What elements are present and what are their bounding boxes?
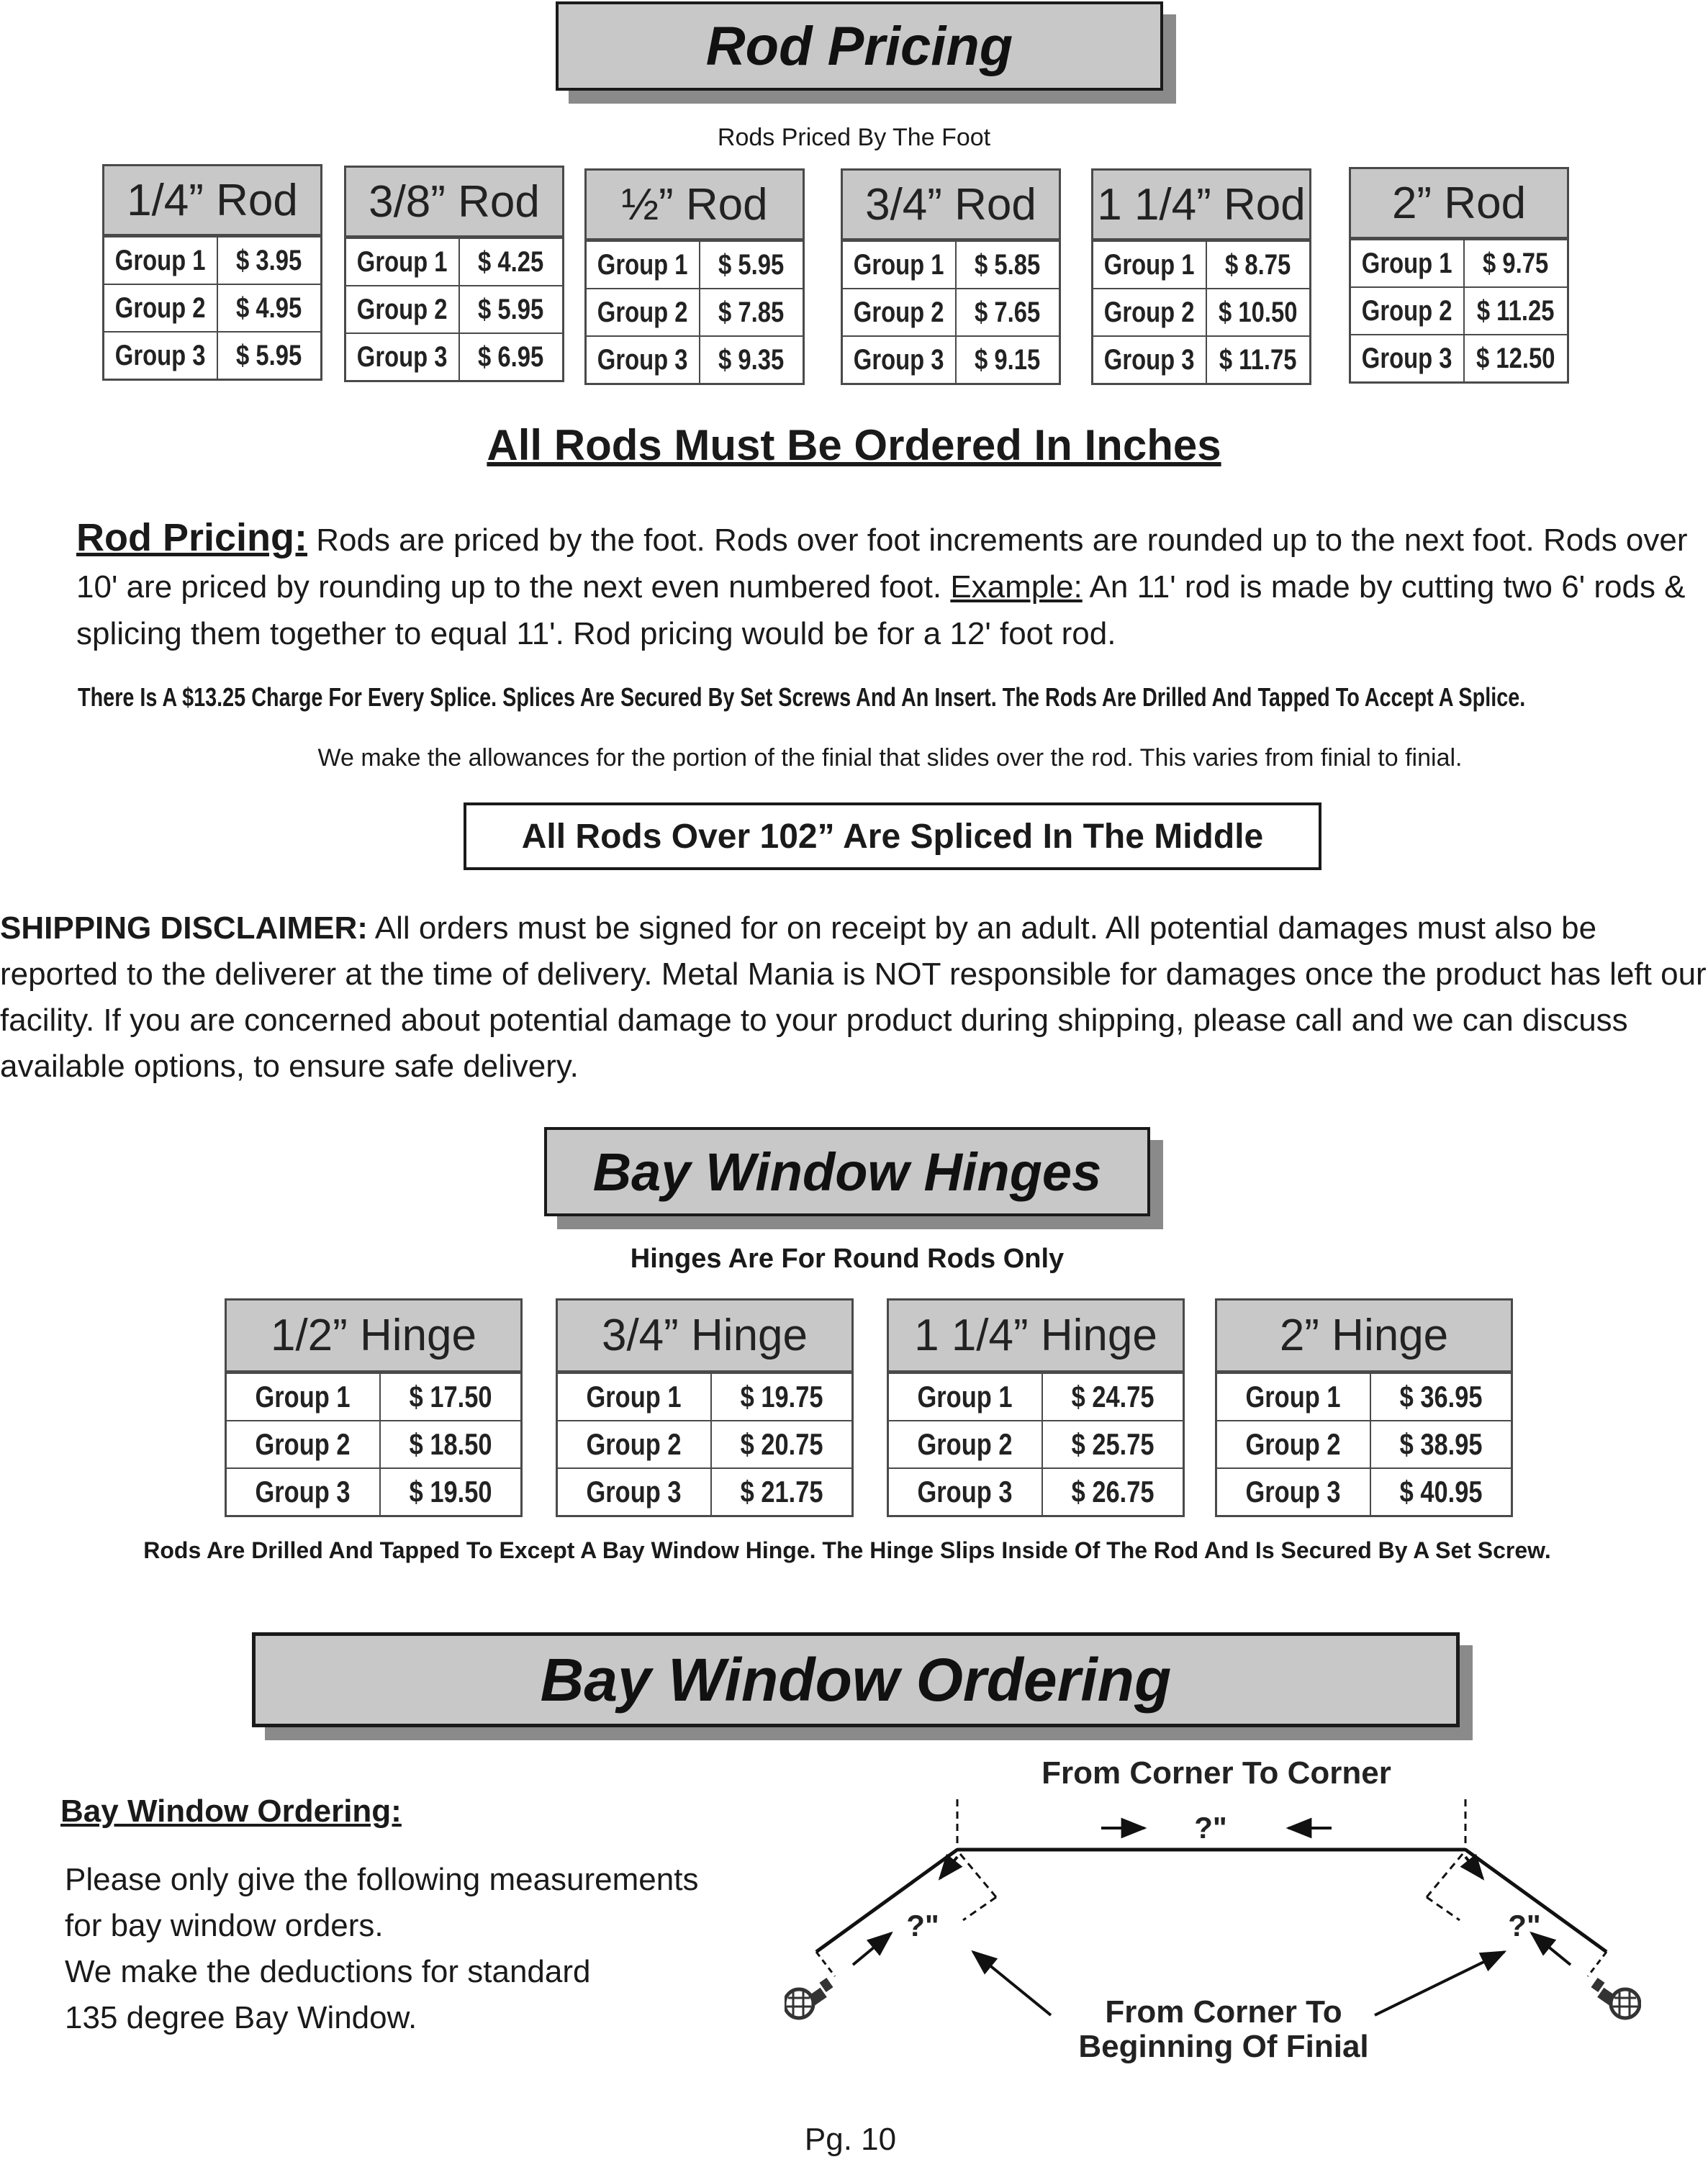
finial-label-line-1: From Corner To <box>1105 1994 1342 2030</box>
price-value: $ 6.95 <box>478 340 544 373</box>
price-row <box>558 1372 851 1420</box>
rod-card-4 <box>841 168 1061 385</box>
price-value: $ 4.95 <box>236 291 302 324</box>
rod-subtitle: Rods Priced By The Foot <box>717 124 991 151</box>
shipping-disclaimer <box>0 905 1708 1090</box>
inches-heading: All Rods Must Be Ordered In Inches <box>487 421 1221 469</box>
price-value: $ 19.50 <box>409 1475 492 1509</box>
hinge-card-4 <box>1215 1298 1513 1517</box>
price-row <box>104 236 320 284</box>
price-row <box>843 335 1059 383</box>
card-size-label: 3/8” Rod <box>346 168 562 238</box>
bay-window-diagram <box>785 1756 1641 2073</box>
group-label: Group 1 <box>1245 1380 1342 1414</box>
rod-card-6 <box>1349 167 1569 384</box>
price-value: $ 18.50 <box>409 1427 492 1461</box>
bay-instruction-line: 135 degree Bay Window. <box>65 2000 417 2035</box>
left-finial-icon <box>785 1978 833 2018</box>
hinge-note: Rods Are Drilled And Tapped To Except A Bay Window Hinge. The Hinge Slips Inside Of The Rod And Is Secured By A Set Screw. <box>143 1537 1551 1563</box>
price-row <box>889 1467 1183 1515</box>
price-row <box>1217 1420 1511 1467</box>
price-value: $ 36.95 <box>1399 1380 1483 1414</box>
rod-card-5 <box>1091 168 1311 385</box>
hinges-title: Bay Window Hinges <box>592 1141 1102 1202</box>
card-size-label: 1 1/4” Hinge <box>889 1301 1183 1372</box>
finial-label-line-2: Beginning Of Finial <box>1078 2029 1369 2064</box>
card-size-label: 1/2” Hinge <box>227 1301 520 1372</box>
price-value: $ 5.95 <box>718 248 785 281</box>
group-label: Group 2 <box>597 296 688 328</box>
price-value: $ 25.75 <box>1071 1427 1155 1461</box>
rod-pricing-text-2: An 11' rod is made by cutting two 6' rods & splicing them together to equal 11'. Rod pricing would be for a 12' foot rod. <box>76 569 1686 651</box>
shipping-text: All orders must be signed for on receipt by an adult. All potential damages must also be reported to the deliverer at the time of delivery. Metal Mania is NOT responsible for damages once the product has left our facility. If you are concerned about potential damage to your product during shipping, please call and we can discuss available options, to ensure safe delivery. <box>0 910 1707 1084</box>
rod-pricing-banner <box>556 1 1163 91</box>
group-label: Group 3 <box>1362 342 1452 374</box>
group-label: Group 3 <box>917 1475 1013 1509</box>
price-value: $ 11.75 <box>1219 343 1297 376</box>
price-value: $ 19.75 <box>740 1380 823 1414</box>
price-row <box>346 333 562 380</box>
price-row <box>1093 240 1309 288</box>
bay-instruction-line: We make the deductions for standard <box>65 1954 591 1989</box>
left-measure-label: ?" <box>906 1909 939 1942</box>
price-value: $ 7.65 <box>975 296 1041 328</box>
splice-middle-box <box>464 802 1321 870</box>
price-row <box>587 288 803 335</box>
price-value: $ 21.75 <box>740 1475 823 1509</box>
card-size-label: ½” Rod <box>587 171 803 240</box>
price-value: $ 40.95 <box>1399 1475 1483 1509</box>
group-label: Group 1 <box>357 245 448 278</box>
price-row <box>843 288 1059 335</box>
bay-ordering-title: Bay Window Ordering <box>540 1645 1172 1714</box>
right-finial-icon <box>1591 1978 1640 2018</box>
price-row <box>558 1467 851 1515</box>
price-row <box>843 240 1059 288</box>
bay-instruction-line: for bay window orders. <box>65 1908 384 1943</box>
group-label: Group 3 <box>1104 343 1195 376</box>
price-value: $ 5.95 <box>478 293 544 325</box>
hinges-banner <box>544 1127 1150 1216</box>
price-value: $ 24.75 <box>1071 1380 1155 1414</box>
price-row <box>587 335 803 383</box>
rod-pricing-lead: Rod Pricing: <box>76 516 307 559</box>
card-size-label: 1/4” Rod <box>104 166 320 236</box>
price-row <box>346 238 562 285</box>
hinge-card-1 <box>225 1298 523 1517</box>
group-label: Group 2 <box>357 293 448 325</box>
group-label: Group 2 <box>255 1427 351 1461</box>
group-label: Group 2 <box>1245 1427 1342 1461</box>
price-row <box>104 284 320 331</box>
price-value: $ 10.50 <box>1219 296 1298 328</box>
price-row <box>587 240 803 288</box>
price-row <box>1093 335 1309 383</box>
middle-measure-label: ?" <box>1194 1811 1227 1845</box>
price-value: $ 26.75 <box>1071 1475 1155 1509</box>
corner-to-corner-label: From Corner To Corner <box>1041 1756 1391 1791</box>
group-label: Group 2 <box>1104 296 1195 328</box>
page-number: Pg. 10 <box>804 2122 897 2157</box>
bay-instruction-line: Please only give the following measurements <box>65 1862 699 1897</box>
group-label: Group 1 <box>586 1380 682 1414</box>
splice-middle-text: All Rods Over 102” Are Spliced In The Middle <box>521 817 1264 856</box>
price-value: $ 3.95 <box>236 244 302 276</box>
hinge-card-3 <box>887 1298 1185 1517</box>
price-row <box>227 1372 520 1420</box>
bay-ordering-instructions <box>65 1857 698 2041</box>
group-label: Group 3 <box>854 343 944 376</box>
group-label: Group 2 <box>854 296 944 328</box>
price-value: $ 5.85 <box>975 248 1041 281</box>
rod-card-2 <box>344 166 564 382</box>
price-value: $ 38.95 <box>1399 1427 1483 1461</box>
rod-pricing-text-1: Rods are priced by the foot. Rods over foot increments are rounded up to the next foot. Rods over 10' are priced by rounding up to the next even numbered foot. <box>76 523 1688 605</box>
price-row <box>1351 239 1567 286</box>
price-row <box>889 1420 1183 1467</box>
right-measure-label: ?" <box>1508 1909 1541 1942</box>
card-size-label: 3/4” Hinge <box>558 1301 851 1372</box>
price-row <box>227 1420 520 1467</box>
price-row <box>346 285 562 333</box>
price-value: $ 5.95 <box>236 339 302 371</box>
bay-ordering-subheading: Bay Window Ordering: <box>60 1794 402 1829</box>
price-row <box>889 1372 1183 1420</box>
group-label: Group 1 <box>255 1380 351 1414</box>
price-value: $ 9.35 <box>718 343 785 376</box>
hinge-card-2 <box>556 1298 854 1517</box>
price-value: $ 8.75 <box>1225 248 1291 281</box>
rod-card-3 <box>584 168 805 385</box>
rod-card-1 <box>102 164 322 381</box>
price-value: $ 9.75 <box>1483 247 1549 279</box>
group-label: Group 2 <box>1362 294 1452 327</box>
group-label: Group 2 <box>917 1427 1013 1461</box>
price-row <box>104 331 320 379</box>
group-label: Group 1 <box>115 244 206 276</box>
finial-allowance-note: We make the allowances for the portion of the finial that slides over the rod. This varies from finial to finial. <box>317 744 1463 772</box>
hinges-subtitle: Hinges Are For Round Rods Only <box>630 1244 1065 1274</box>
price-value: $ 17.50 <box>409 1380 492 1414</box>
group-label: Group 1 <box>854 248 944 281</box>
example-label: Example: <box>950 569 1083 605</box>
rod-pricing-paragraph <box>76 515 1708 657</box>
group-label: Group 3 <box>586 1475 682 1509</box>
shipping-label: SHIPPING DISCLAIMER: <box>0 910 368 946</box>
card-size-label: 2” Rod <box>1351 169 1567 239</box>
price-row <box>1351 334 1567 381</box>
card-size-label: 1 1/4” Rod <box>1093 171 1309 240</box>
price-value: $ 20.75 <box>740 1427 823 1461</box>
group-label: Group 3 <box>1245 1475 1342 1509</box>
price-value: $ 9.15 <box>975 343 1041 376</box>
price-row <box>227 1467 520 1515</box>
rod-pricing-title: Rod Pricing <box>705 15 1013 77</box>
group-label: Group 1 <box>1104 248 1195 281</box>
group-label: Group 1 <box>917 1380 1013 1414</box>
price-value: $ 7.85 <box>718 296 785 328</box>
price-row <box>1217 1372 1511 1420</box>
card-size-label: 2” Hinge <box>1217 1301 1511 1372</box>
group-label: Group 3 <box>255 1475 351 1509</box>
price-row <box>1093 288 1309 335</box>
splice-charge-note: There Is A $13.25 Charge For Every Splice. Splices Are Secured By Set Screws And An Insert. The Rods Are Drilled And Tapped To Accept A Splice. <box>78 682 1526 712</box>
card-size-label: 3/4” Rod <box>843 171 1059 240</box>
group-label: Group 3 <box>597 343 688 376</box>
price-value: $ 4.25 <box>478 245 544 278</box>
group-label: Group 3 <box>357 340 448 373</box>
price-value: $ 12.50 <box>1476 342 1555 374</box>
price-row <box>558 1420 851 1467</box>
price-value: $ 11.25 <box>1477 294 1555 327</box>
price-row <box>1351 286 1567 334</box>
group-label: Group 1 <box>597 248 688 281</box>
group-label: Group 2 <box>586 1427 682 1461</box>
group-label: Group 1 <box>1362 247 1452 279</box>
bay-ordering-banner <box>252 1632 1460 1727</box>
group-label: Group 2 <box>115 291 206 324</box>
group-label: Group 3 <box>115 339 206 371</box>
price-row <box>1217 1467 1511 1515</box>
